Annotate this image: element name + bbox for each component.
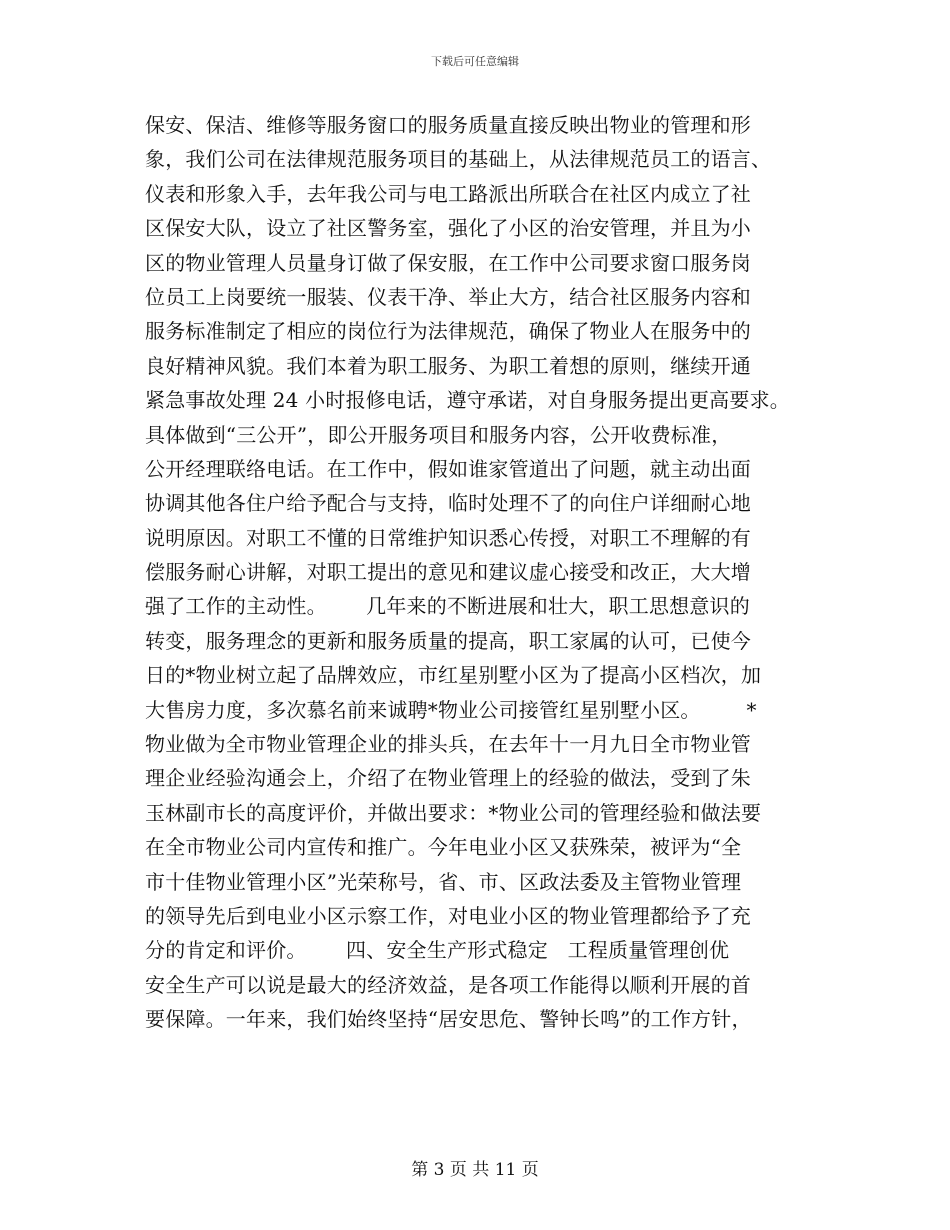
text-line: 仪表和形象入手，去年我公司与电工路派出所联合在社区内成立了社: [145, 181, 751, 206]
text-line: 保安、保洁、维修等服务窗口的服务质量直接反映出物业的管理和形: [145, 113, 751, 137]
text-line: 市十佳物业管理小区”光荣称号，省、市、区政法委及主管物业管理: [145, 869, 742, 894]
text-line: 物业做为全市物业管理企业的排头兵，在去年十一月九日全市物业管: [145, 732, 751, 757]
text-line: 理企业经验沟通会上，介绍了在物业管理上的经验的做法，受到了朱: [145, 766, 751, 791]
text-line: 强了工作的主动性。 几年来的不断进展和壮大，职工思想意识的: [145, 594, 750, 619]
document-body: [145, 108, 825, 1037]
text-line: 玉林副市长的高度评价，并做出要求：*物业公司的管理经验和做法要: [145, 800, 762, 825]
text-line: 要保障。一年来，我们始终坚持“居安思危、警钟长鸣”的工作方针，: [145, 1007, 752, 1032]
text-line: 在全市物业公司内宣传和推广。今年电业小区又获殊荣，被评为“全: [145, 835, 742, 860]
text-line: 的领导先后到电业小区示察工作，对电业小区的物业管理都给予了充: [145, 903, 751, 928]
text-line: 象，我们公司在法律规范服务项目的基础上，从法律规范员工的语言、: [145, 147, 772, 172]
text-line: 区的物业管理人员量身订做了保安服，在工作中公司要求窗口服务岗: [145, 250, 751, 275]
text-line: 良好精神风貌。我们本着为职工服务、为职工着想的原则，继续开通: [145, 353, 751, 378]
text-line: 说明原因。对职工不懂的日常维护知识悉心传授，对职工不理解的有: [145, 525, 751, 550]
page-header: 下载后可任意编辑: [431, 55, 519, 68]
text-line: 安全生产可以说是最大的经济效益，是各项工作能得以顺利开展的首: [145, 972, 751, 997]
text-line: 分的肯定和评价。 四、安全生产形式稳定 工程质量管理创优: [145, 938, 730, 963]
text-line: 大售房力度，多次慕名前来诚聘*物业公司接管红星别墅小区。 *: [145, 697, 757, 722]
text-line: 区保安大队，设立了社区警务室，强化了小区的治安管理，并且为小: [145, 216, 751, 241]
text-line: 具体做到“三公开”，即公开服务项目和服务内容，公开收费标准，: [145, 422, 732, 447]
text-line: 转变，服务理念的更新和服务质量的提高，职工家属的认可，已使今: [145, 628, 751, 653]
text-line: 协调其他各住户给予配合与支持，临时处理不了的向住户详细耐心地: [145, 491, 751, 516]
text-line: 服务标准制定了相应的岗位行为法律规范，确保了物业人在服务中的: [145, 319, 751, 344]
text-line: 偿服务耐心讲解，对职工提出的意见和建议虚心接受和改正，大大增: [145, 560, 751, 585]
text-line: 日的*物业树立起了品牌效应，市红星别墅小区为了提高小区档次，加: [145, 663, 762, 688]
text-line: 公开经理联络电话。在工作中，假如谁家管道出了问题，就主动出面: [145, 456, 751, 481]
page-footer: 第 3 页 共 11 页: [411, 1160, 539, 1180]
text-line: 紧急事故处理 24 小时报修电话，遵守承诺，对自身服务提出更高要求。: [145, 388, 790, 413]
text-line: 位员工上岗要统一服装、仪表干净、举止大方，结合社区服务内容和: [145, 284, 751, 309]
